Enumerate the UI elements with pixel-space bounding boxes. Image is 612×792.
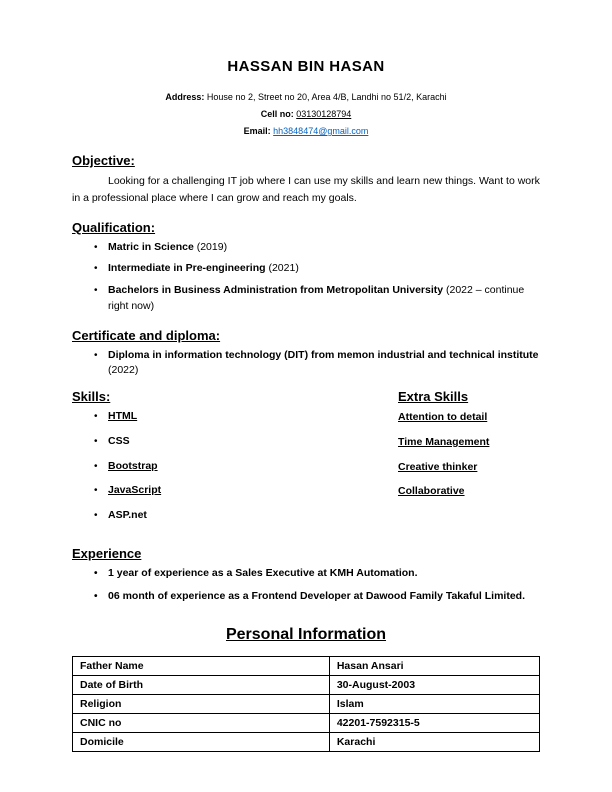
list-item bbox=[108, 261, 540, 277]
qualification-item-main: Intermediate in Pre-engineering bbox=[108, 262, 266, 275]
list-item bbox=[108, 409, 398, 425]
cell-line bbox=[72, 106, 540, 123]
table-row bbox=[73, 733, 540, 752]
list-item bbox=[108, 483, 398, 499]
qualification-item-main: Bachelors in Business Administration from Metropolitan University bbox=[108, 284, 444, 297]
table-cell-label: Father Name bbox=[73, 657, 330, 676]
list-item bbox=[108, 434, 398, 450]
table-cell-value: Hasan Ansari bbox=[329, 657, 539, 676]
extra-skill-item: Time Management bbox=[398, 435, 490, 448]
certificate-item-note: (2022) bbox=[108, 364, 139, 377]
qualification-item-note: (2019) bbox=[193, 240, 228, 253]
objective-heading: Objective: bbox=[72, 153, 135, 168]
address-text: House no 2, Street no 20, Area 4/B, Landhi no 51/2, Karachi bbox=[204, 92, 447, 102]
list-item bbox=[108, 240, 540, 256]
skill-item: CSS bbox=[108, 434, 130, 447]
person-name: HASSAN BIN HASAN bbox=[227, 58, 385, 75]
list-item: • 06 month of experience as a Frontend Developer at Dawood Family Takaful Limited. bbox=[108, 589, 540, 605]
list-item bbox=[108, 508, 398, 524]
qualification-list bbox=[72, 240, 540, 315]
skill-item: Bootstrap bbox=[108, 459, 158, 472]
email-line bbox=[72, 123, 540, 140]
table-row bbox=[73, 695, 540, 714]
table-cell-value: 30-August-2003 bbox=[329, 676, 539, 695]
skill-item: ASP.net bbox=[108, 509, 147, 522]
extra-skills-column bbox=[398, 389, 540, 533]
email-link[interactable]: hh3848474@gmail.com bbox=[273, 126, 369, 136]
certificate-item-main: Diploma in information technology (DIT) from memon industrial and technical institute bbox=[108, 348, 539, 361]
email-label: Email: bbox=[243, 126, 274, 136]
experience-list bbox=[72, 566, 540, 605]
qualification-heading: Qualification: bbox=[72, 219, 156, 235]
list-item: • 1 year of experience as a Sales Executive at KMH Automation. bbox=[108, 566, 540, 582]
table-cell-value: Islam bbox=[329, 695, 539, 714]
certificate-heading: Certificate and diploma: bbox=[72, 327, 221, 343]
cell-number: 03130128794 bbox=[296, 109, 352, 119]
personal-info-table bbox=[72, 656, 540, 752]
list-item bbox=[108, 283, 540, 315]
table-cell-label: Date of Birth bbox=[73, 676, 330, 695]
objective-paragraph: Looking for a challenging IT job where I can use my skills and learn new things. Want to work in a professional place where I can grow and reach my goals. bbox=[72, 175, 540, 204]
list-item bbox=[108, 348, 540, 380]
table-cell-label: Domicile bbox=[73, 733, 330, 752]
address-line bbox=[72, 89, 540, 106]
extra-skill-item: Attention to detail bbox=[398, 411, 488, 424]
personal-info-heading: Personal Information bbox=[225, 626, 387, 644]
table-row bbox=[73, 657, 540, 676]
qualification-item-main: Matric in Science bbox=[108, 240, 194, 253]
cell-label: Cell no: bbox=[260, 109, 297, 119]
table-cell-value: Karachi bbox=[329, 733, 539, 752]
skills-list bbox=[72, 409, 398, 524]
address-label: Address: bbox=[165, 92, 205, 102]
skills-heading: Skills: bbox=[72, 389, 111, 405]
extra-skills-heading: Extra Skills bbox=[398, 389, 469, 405]
extra-skill-item: Creative thinker bbox=[398, 460, 478, 473]
qualification-item-note: (2021) bbox=[265, 262, 299, 275]
table-cell-value: 42201-7592315-5 bbox=[329, 714, 539, 733]
certificate-list bbox=[72, 348, 540, 380]
skill-item: HTML bbox=[108, 410, 138, 423]
experience-heading: Experience bbox=[72, 545, 142, 561]
skills-section bbox=[72, 389, 540, 533]
table-cell-label: CNIC no bbox=[73, 714, 330, 733]
skill-item: JavaScript bbox=[108, 484, 162, 497]
extra-skills-list bbox=[398, 410, 540, 500]
table-row bbox=[73, 714, 540, 733]
qualification-item-note: (2022 – continue right now) bbox=[108, 284, 525, 312]
skills-column bbox=[72, 389, 398, 533]
table-cell-label: Religion bbox=[73, 695, 330, 714]
list-item bbox=[108, 459, 398, 475]
extra-skill-item: Collaborative bbox=[398, 485, 465, 498]
table-row bbox=[73, 676, 540, 695]
